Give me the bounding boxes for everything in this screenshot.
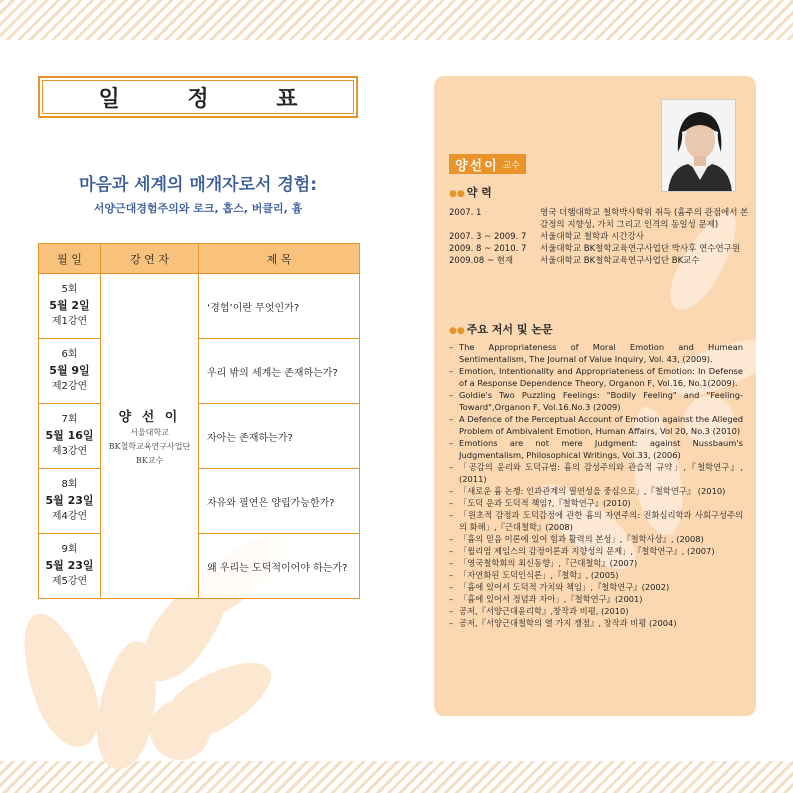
publication-item: – The Appropriateness of Moral Emotion and Humean Sentimentalism, The Journal of Value Inquiry, Vol. 43, (2009). [449,342,743,364]
lecturer-affiliation-1: 서울대학교 [130,427,169,437]
publication-item: – 공저,『서양근대철학의 열 가지 쟁점』, 창작과 비평 (2004) [449,617,743,629]
publication-text: 「영국철학회의 최신동향」,『근대철학』(2007) [459,558,638,568]
career-desc: 서울대학교 BK철학교육연구사업단 박사후 연수연구원 [540,244,741,254]
session-number: 6회 [61,349,78,360]
career-year: 2009. 8 ~ 2010. 7 [449,244,527,254]
publication-text: 「원초적 감정과 도덕감정에 관한 흄의 자연주의: 진화심리학과 사회구성주의의 화해」,『근대철학』(2008) [459,510,743,532]
topic-cell: ‘경험’이란 무엇인가? [199,274,360,339]
publication-text: Emotion, Intentionality and Appropriateness of Emotion: In Defense of a Response Dependence Theory, Organon F, Vol.16, No.1(2009). [459,366,743,388]
header-topic: 제 목 [199,244,360,274]
publication-text: 「흄에 있어서 정념과 자아」,『철학연구』(2001) [459,594,643,604]
publications-list [449,341,743,629]
career-heading-label: 약 력 [466,186,492,199]
lecture-number: 제3강연 [51,446,88,457]
portrait-icon [662,100,736,192]
career-item [449,231,749,243]
publication-text: 「공감의 윤리와 도덕규범: 흄의 감성주의와 관습적 규약」,『철학연구』, (2011) [459,462,743,484]
publication-item: – 공저,『서양근대윤리학』,창작과 비평, (2010) [449,605,743,617]
publication-text: 공저,『서양근대철학의 열 가지 쟁점』, 창작과 비평 (2004) [459,618,677,628]
table-header-row [39,244,360,274]
portrait-photo [661,99,736,192]
table-row [39,534,360,599]
career-desc: 서울대학교 철학과 시간강사 [540,232,644,242]
profile-panel [434,76,756,716]
lecturer-affiliation-3: BK교수 [135,455,164,465]
publication-item: – 「공감의 윤리와 도덕규범: 흄의 감성주의와 관습적 규약」,『철학연구』, (2011) [449,462,743,484]
publication-text: Goldie's Two Puzzling Feelings: "Bodily Feeling" and "Feeling-Toward",Organon F, Vol.16.No.3 (2009) [459,390,743,412]
date-cell [39,339,101,404]
session-number: 5회 [61,284,78,295]
lecturer-affiliation-2: BK철학교육연구사업단 [108,441,191,451]
career-desc: 서울대학교 BK철학교육연구사업단 BK교수 [540,256,700,266]
topic-cell: 왜 우리는 도덕적이어야 하는가? [199,534,360,599]
bullet-dots-icon: ●● [449,189,465,199]
publication-text: 「흄에 있어서 도덕적 가치와 책임」,『철학연구』(2002) [459,582,670,592]
publication-item: – 「흄에 있어서 정념과 자아」,『철학연구』(2001) [449,593,743,605]
career-desc: 영국 더햄대학교 철학박사학위 취득 (흄주의 관점에서 본 감정의 지향성, 가치 그리고 인격의 동일성 문제) [540,208,749,230]
career-year: 2009.08 ~ 현재 [449,256,514,266]
publications-heading-label: 주요 저서 및 논문 [466,323,553,336]
lecture-subtitle: 서양근대경험주의와 로크, 홉스, 버클리, 흄 [93,202,303,215]
profile-name: 양선이 [455,158,499,174]
date-cell [39,469,101,534]
publication-item: – 「새로운 흄 논쟁: 인과관계의 필연성을 중심으로」,『철학연구』 (2010) [449,485,743,497]
lecturer-cell [101,274,199,599]
career-item [449,243,749,255]
date-cell [39,404,101,469]
bullet-dots-icon: ●● [449,326,465,336]
lecture-date: 5월 16일 [45,429,94,442]
career-heading [449,184,492,200]
table-row [39,469,360,534]
lecture-date: 5월 9일 [49,364,90,377]
publication-text: 「자연화된 도덕인식론」,『철학』, (2005) [459,570,619,580]
publication-text: 「윌리엄 제임스의 감정이론과 지향성의 문제」,『철학연구』, (2007) [459,546,715,556]
table-row [39,274,360,339]
lecturer-name: 양 선 이 [118,409,181,425]
date-cell [39,534,101,599]
publication-item: – 「도덕 운과 도덕적 책임?,『철학연구』(2010) [449,497,743,509]
date-cell [39,274,101,339]
publication-item: – Emotion, Intentionality and Appropriateness of Emotion: In Defense of a Response Dependence Theory, Organon F, Vol.16, No.1(2009). [449,366,743,388]
lecture-number: 제2강연 [51,381,88,392]
header-date: 월 일 [39,244,101,274]
table-row [39,404,360,469]
profile-title: 교수 [502,160,521,171]
lecture-number: 제5강연 [51,576,88,587]
profile-name-tag [449,154,526,174]
career-list [449,207,749,267]
publication-item: – Goldie's Two Puzzling Feelings: "Bodily Feeling" and "Feeling-Toward",Organon F, Vol.16.No.3 (2009) [449,390,743,412]
publication-item: – 「자연화된 도덕인식론」,『철학』, (2005) [449,569,743,581]
session-number: 7회 [61,414,78,425]
lecture-date: 5월 23일 [45,494,94,507]
lecture-date: 5월 2일 [49,299,90,312]
publication-text: 공저,『서양근대윤리학』,창작과 비평, (2010) [459,606,629,616]
publication-text: Emotions are not mere Judgment: against Nussbaum's Judgmentalism, Philosophical Writings, Vol.33, (2006) [459,438,743,460]
publication-item: – 「흄의 믿음 이론에 있어 힘과 활력의 본성」,『철학사상』, (2008) [449,533,743,545]
publication-text: The Appropriateness of Moral Emotion and Humean Sentimentalism, The Journal of Value Inquiry, Vol. 43, (2009). [459,342,743,364]
publication-text: A Defence of the Perceptual Account of Emotion against the Alleged Problem of Ambivalent Emotion, Human Affairs, Vol 20, No.3 (2010) [459,414,743,436]
session-number: 8회 [61,479,78,490]
schedule-heading-box [38,76,358,118]
lecture-date: 5월 23일 [45,559,94,572]
career-year: 2007. 1 [449,208,482,218]
publication-text: 「새로운 흄 논쟁: 인과관계의 필연성을 중심으로」,『철학연구』 (2010) [459,486,726,496]
career-year: 2007. 3 ~ 2009. 7 [449,232,527,242]
career-item [449,207,749,231]
topic-cell: 자아는 존재하는가? [199,404,360,469]
publication-item: – 「윌리엄 제임스의 감정이론과 지향성의 문제」,『철학연구』, (2007) [449,545,743,557]
publication-item: – A Defence of the Perceptual Account of Emotion against the Alleged Problem of Ambivalent Emotion, Human Affairs, Vol 20, No.3 (2010) [449,414,743,436]
publication-text: 「도덕 운과 도덕적 책임?,『철학연구』(2010) [459,498,631,508]
lecture-number: 제4강연 [51,511,88,522]
publication-item: – 「원초적 감정과 도덕감정에 관한 흄의 자연주의: 진화심리학과 사회구성주의의 화해」,『근대철학』(2008) [449,510,743,532]
table-row [39,339,360,404]
publication-item: – 「영국철학회의 최신동향」,『근대철학』(2007) [449,557,743,569]
publication-item: – 「흄에 있어서 도덕적 가치와 책임」,『철학연구』(2002) [449,581,743,593]
session-number: 9회 [61,544,78,555]
schedule-heading: 일 정 표 [98,85,328,112]
top-stripe-border [0,0,793,40]
lecture-number: 제1강연 [51,316,88,327]
publications-heading [449,321,553,337]
topic-cell: 우리 밖의 세계는 존재하는가? [199,339,360,404]
lecture-title: 마음과 세계의 매개자로서 경험: [78,175,318,195]
publication-text: 「흄의 믿음 이론에 있어 힘과 활력의 본성」,『철학사상』, (2008) [459,534,704,544]
topic-cell: 자유와 필연은 양립가능한가? [199,469,360,534]
career-item [449,255,749,267]
publication-item: – Emotions are not mere Judgment: against Nussbaum's Judgmentalism, Philosophical Writings, Vol.33, (2006) [449,438,743,460]
schedule-table [38,243,360,599]
header-lecturer: 강 연 자 [101,244,199,274]
